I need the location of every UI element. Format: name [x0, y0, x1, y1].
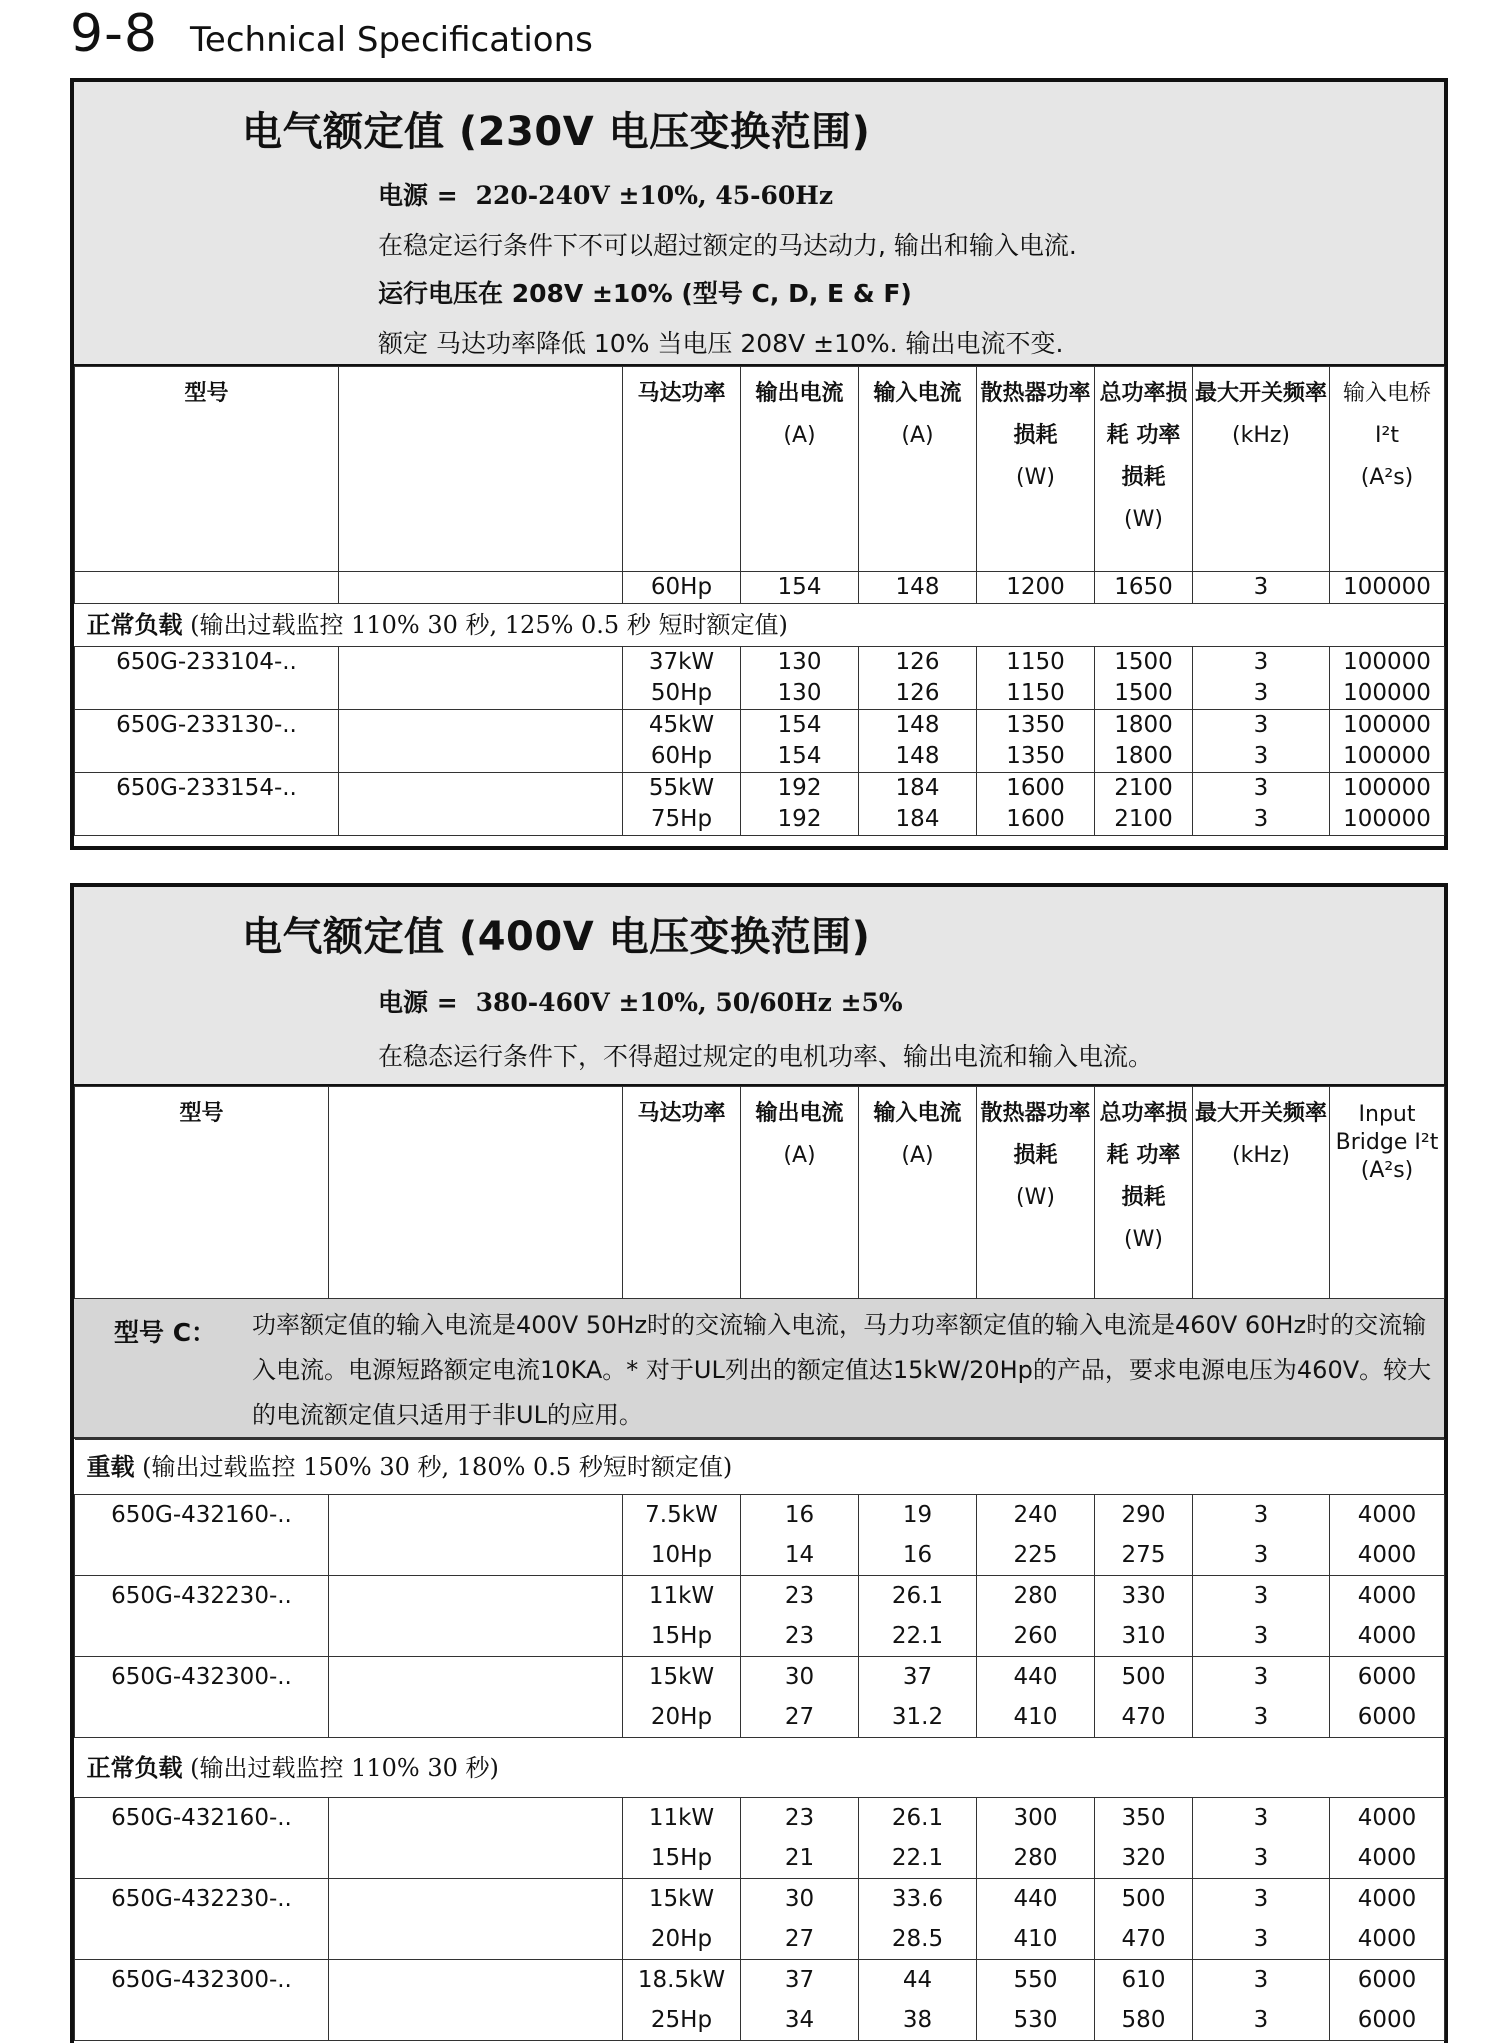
- cell-bridge: [1330, 1495, 1445, 1576]
- cell-value: 100000: [1343, 712, 1431, 738]
- note-text: 功率额定值的输入电流是400V 50Hz时的交流输入电流，马力功率额定值的输入电流是460V 60Hz时的交流输入电流。电源短路额定电流10KA。* 对于UL列出的额定值达15kW/20Hp的产品，要求电源电压为460V。较大的电流额定值只适用于非UL的应用。: [252, 1311, 1432, 1429]
- cell-value: 75Hp: [650, 806, 713, 832]
- cell-value: 470: [1121, 1704, 1166, 1730]
- cell-model: 650G-432160-..: [75, 1798, 329, 1879]
- page-title: Technical Specifications: [189, 20, 593, 60]
- cell-motor-power: [623, 1798, 741, 1879]
- cell-value: 26.1: [891, 1805, 944, 1831]
- cell-bridge: [1330, 710, 1445, 773]
- supply-value: 220-240V ±10%, 45-60Hz: [475, 181, 834, 210]
- cell-value: 126: [895, 649, 940, 675]
- supply-line: [378, 983, 903, 1019]
- cell-bridge: [1330, 773, 1445, 836]
- panel-intro: [74, 82, 1444, 366]
- header-row: [75, 1087, 1445, 1299]
- cell-value: 530: [1013, 2007, 1058, 2033]
- cell-value: 30: [784, 1664, 815, 1690]
- cell-value: 2100: [1114, 775, 1173, 801]
- col-motor-power: 马达功率: [623, 1087, 741, 1299]
- cell-heatsink-loss: [977, 1879, 1095, 1960]
- cell-motor-power: [623, 1879, 741, 1960]
- cell-value: 3: [1253, 1623, 1269, 1649]
- col-input-current: 输入电流 (A): [859, 367, 977, 572]
- col-max-switching: 最大开关频率 (kHz): [1193, 367, 1330, 572]
- cell-value: 130: [777, 649, 822, 675]
- section-text: (输出过载监控 150% 30 秒, 180% 0.5 秒短时额定值): [134, 1453, 733, 1481]
- intro-line-2: 在稳态运行条件下，不得超过规定的电机功率、输出电流和输入电流。: [378, 1042, 1154, 1071]
- cell-value: 184: [895, 806, 940, 832]
- col-blank: [329, 1087, 623, 1299]
- cell-heatsink-loss: [977, 647, 1095, 710]
- col-max-switching: 最大开关频率 (kHz): [1193, 1087, 1330, 1299]
- cell-max-switching: [1193, 1576, 1330, 1657]
- section-label: 正常负载: [86, 1753, 183, 1782]
- cell-bridge: [1330, 1657, 1445, 1738]
- table-row: [75, 1657, 1445, 1738]
- col-heatsink-loss: 散热器功率损耗 (W): [977, 1087, 1095, 1299]
- cell-value: 3: [1253, 1886, 1269, 1912]
- cell-value: 500: [1121, 1664, 1166, 1690]
- cell-value: 15kW: [648, 1886, 715, 1912]
- cell-value: 410: [1013, 1704, 1058, 1730]
- cell-value: 37kW: [648, 649, 715, 675]
- cell-total-loss: [1095, 1798, 1193, 1879]
- cell-total-loss: [1095, 1495, 1193, 1576]
- cell-model: 650G-233154-..: [75, 773, 339, 836]
- cell-value: 320: [1121, 1845, 1166, 1871]
- cell-motor-power: [623, 1495, 741, 1576]
- cell-value: 3: [1253, 1845, 1269, 1871]
- cell-value: 20Hp: [650, 1704, 713, 1730]
- cell-value: 275: [1121, 1542, 1166, 1568]
- cell-value: 23: [784, 1805, 815, 1831]
- cell-value: 192: [777, 806, 822, 832]
- cell-motor-power: [623, 1576, 741, 1657]
- intro-line-4: 额定 马达功率降低 10% 当电压 208V ±10%. 输出电流不变.: [378, 329, 1064, 358]
- cell-max-switching: [1193, 1657, 1330, 1738]
- cell-value: 3: [1253, 1664, 1269, 1690]
- col-output-current: 输出电流 (A): [741, 367, 859, 572]
- cell-value: 1800: [1114, 743, 1173, 769]
- cell-value: 580: [1121, 2007, 1166, 2033]
- cell-motor-power: [623, 773, 741, 836]
- cell-value: 1150: [1006, 680, 1065, 706]
- section-text: (输出过载监控 110% 30 秒, 125% 0.5 秒 短时额定值): [182, 611, 788, 639]
- cell-total-loss: [1095, 1879, 1193, 1960]
- cell-heatsink-loss: [977, 710, 1095, 773]
- page-number: 9-8: [70, 4, 158, 64]
- cell-value: 4000: [1357, 1583, 1417, 1609]
- section-row-heavy: [75, 1440, 1445, 1495]
- carry-blank: [339, 572, 623, 604]
- cell-input-current: 148: [859, 572, 977, 604]
- cell-value: 3: [1253, 806, 1269, 832]
- cell-value: 100000: [1343, 775, 1431, 801]
- cell-value: 18.5kW: [637, 1967, 726, 1993]
- cell-value: 1500: [1114, 680, 1173, 706]
- cell-value: 28.5: [891, 1926, 944, 1952]
- cell-max-switching: [1193, 773, 1330, 836]
- cell-value: 3: [1253, 649, 1269, 675]
- cell-value: 31.2: [891, 1704, 944, 1730]
- cell-motor-power: [623, 1657, 741, 1738]
- cell-value: 22.1: [891, 1623, 944, 1649]
- cell-value: 154: [777, 712, 822, 738]
- rows-230v: [75, 647, 1445, 836]
- cell-model: 650G-432230-..: [75, 1576, 329, 1657]
- col-total-loss: 总功率损耗 功率 损耗 (W): [1095, 1087, 1193, 1299]
- table-row: [75, 1879, 1445, 1960]
- cell-value: 3: [1253, 1704, 1269, 1730]
- cell-bridge: [1330, 1576, 1445, 1657]
- cell-heatsink-loss: [977, 1798, 1095, 1879]
- cell-value: 23: [784, 1583, 815, 1609]
- cell-value: 50Hp: [650, 680, 713, 706]
- cell-value: 100000: [1343, 680, 1431, 706]
- rows-heavy: [75, 1495, 1445, 1738]
- cell-value: 440: [1013, 1664, 1058, 1690]
- cell-input-current: [859, 1879, 977, 1960]
- col-blank: [339, 367, 623, 572]
- table-row: [75, 1798, 1445, 1879]
- cell-value: 16: [784, 1502, 815, 1528]
- cell-value: 22.1: [891, 1845, 944, 1871]
- table-row: [75, 1495, 1445, 1576]
- cell-value: 37: [902, 1664, 933, 1690]
- cell-bridge: [1330, 1879, 1445, 1960]
- col-model: 型号: [75, 367, 339, 572]
- spec-table-400v: [74, 1439, 1445, 2041]
- cell-value: 290: [1121, 1502, 1166, 1528]
- cell-value: 30: [784, 1886, 815, 1912]
- cell-heatsink-loss: [977, 773, 1095, 836]
- cell-value: 6000: [1357, 2007, 1417, 2033]
- cell-value: 1600: [1006, 806, 1065, 832]
- table-row: [75, 647, 1445, 710]
- cell-input-current: [859, 1798, 977, 1879]
- col-model: 型号: [75, 1087, 329, 1299]
- cell-heatsink-loss: 1200: [977, 572, 1095, 604]
- cell-value: 4000: [1357, 1926, 1417, 1952]
- cell-value: 21: [784, 1845, 815, 1871]
- cell-value: 1500: [1114, 649, 1173, 675]
- cell-value: 3: [1253, 1502, 1269, 1528]
- intro-line-3: 运行电压在 208V ±10% (型号 C, D, E & F): [378, 279, 912, 308]
- model-c-note: [74, 1299, 1444, 1439]
- cell-value: 11kW: [648, 1583, 715, 1609]
- cell-model: 650G-432300-..: [75, 1657, 329, 1738]
- spec-table-230v: [74, 366, 1445, 836]
- cell-value: 1600: [1006, 775, 1065, 801]
- cell-value: 300: [1013, 1805, 1058, 1831]
- cell-value: 610: [1121, 1967, 1166, 1993]
- cell-model: 650G-432300-..: [75, 1960, 329, 2041]
- cell-input-current: [859, 773, 977, 836]
- cell-value: 15Hp: [650, 1845, 713, 1871]
- panel-title: 电气额定值 (230V 电压变换范围): [242, 109, 871, 155]
- cell-max-switching: [1193, 647, 1330, 710]
- cell-max-switching: [1193, 1798, 1330, 1879]
- cell-input-current: [859, 1960, 977, 2041]
- cell-value: 470: [1121, 1926, 1166, 1952]
- cell-blank: [329, 1879, 623, 1960]
- cell-value: 19: [902, 1502, 933, 1528]
- cell-bridge: [1330, 1960, 1445, 2041]
- cell-motor-power: [623, 1960, 741, 2041]
- cell-value: 2100: [1114, 806, 1173, 832]
- cell-blank: [329, 1657, 623, 1738]
- cell-value: 3: [1253, 680, 1269, 706]
- cell-value: 37: [784, 1967, 815, 1993]
- cell-value: 100000: [1343, 743, 1431, 769]
- cell-blank: [339, 710, 623, 773]
- section-text: (输出过载监控 110% 30 秒): [182, 1753, 499, 1782]
- cell-value: 1150: [1006, 649, 1065, 675]
- cell-output-current: [741, 647, 859, 710]
- col-total-loss: 总功率损耗 功率 损耗 (W): [1095, 367, 1193, 572]
- table-row: [75, 773, 1445, 836]
- col-motor-power: 马达功率: [623, 367, 741, 572]
- col-bridge: Input Bridge I²t (A²s): [1330, 1087, 1445, 1299]
- cell-output-current: [741, 1576, 859, 1657]
- section-label: 正常负载: [86, 611, 183, 639]
- cell-value: 33.6: [891, 1886, 944, 1912]
- cell-value: 16: [902, 1542, 933, 1568]
- cell-model: 650G-233130-..: [75, 710, 339, 773]
- col-bridge: 输入电桥 I²t (A²s): [1330, 367, 1445, 572]
- cell-bridge: [1330, 647, 1445, 710]
- cell-value: 192: [777, 775, 822, 801]
- cell-value: 6000: [1357, 1967, 1417, 1993]
- cell-value: 6000: [1357, 1704, 1417, 1730]
- cell-value: 280: [1013, 1845, 1058, 1871]
- cell-total-loss: [1095, 773, 1193, 836]
- cell-total-loss: [1095, 710, 1193, 773]
- cell-value: 20Hp: [650, 1926, 713, 1952]
- supply-label: 电源 =: [378, 988, 458, 1017]
- cell-value: 4000: [1357, 1623, 1417, 1649]
- table-row: [75, 572, 1445, 604]
- cell-input-current: [859, 710, 977, 773]
- header-row: [75, 367, 1445, 572]
- cell-value: 550: [1013, 1967, 1058, 1993]
- rows-normal: [75, 1798, 1445, 2041]
- cell-value: 14: [784, 1542, 815, 1568]
- cell-output-current: [741, 1495, 859, 1576]
- cell-value: 3: [1253, 1926, 1269, 1952]
- cell-max-switching: [1193, 710, 1330, 773]
- cell-input-current: [859, 1576, 977, 1657]
- cell-model: 650G-432230-..: [75, 1879, 329, 1960]
- table-row: [75, 1576, 1445, 1657]
- cell-value: 3: [1253, 1967, 1269, 1993]
- cell-value: 60Hp: [650, 743, 713, 769]
- cell-input-current: [859, 647, 977, 710]
- cell-value: 34: [784, 2007, 815, 2033]
- cell-value: 148: [895, 743, 940, 769]
- note-label: 型号 C：: [114, 1318, 217, 1347]
- cell-value: 4000: [1357, 1502, 1417, 1528]
- cell-value: 11kW: [648, 1805, 715, 1831]
- cell-value: 10Hp: [650, 1542, 713, 1568]
- table-row: [75, 710, 1445, 773]
- col-input-current: 输入电流 (A): [859, 1087, 977, 1299]
- cell-value: 6000: [1357, 1664, 1417, 1690]
- section-label: 重载: [86, 1453, 135, 1481]
- col-output-current: 输出电流 (A): [741, 1087, 859, 1299]
- cell-model: 650G-233104-..: [75, 647, 339, 710]
- cell-value: 7.5kW: [645, 1502, 718, 1528]
- cell-output-current: [741, 710, 859, 773]
- cell-heatsink-loss: [977, 1657, 1095, 1738]
- cell-max-switching: 3: [1193, 572, 1330, 604]
- cell-value: 240: [1013, 1502, 1058, 1528]
- cell-value: 350: [1121, 1805, 1166, 1831]
- cell-value: 310: [1121, 1623, 1166, 1649]
- rating-panel-400v: [70, 883, 1448, 2043]
- cell-blank: [339, 773, 623, 836]
- cell-bridge: 100000: [1330, 572, 1445, 604]
- cell-value: 3: [1253, 712, 1269, 738]
- cell-motor-power: 60Hp: [623, 572, 741, 604]
- cell-input-current: [859, 1657, 977, 1738]
- cell-value: 15kW: [648, 1664, 715, 1690]
- cell-bridge: [1330, 1798, 1445, 1879]
- cell-value: 130: [777, 680, 822, 706]
- cell-value: 27: [784, 1926, 815, 1952]
- cell-output-current: [741, 773, 859, 836]
- cell-value: 500: [1121, 1886, 1166, 1912]
- cell-output-current: [741, 1798, 859, 1879]
- cell-total-loss: [1095, 1657, 1193, 1738]
- supply-value: 380-460V ±10%, 50/60Hz ±5%: [475, 988, 903, 1017]
- col-heatsink-loss: 散热器功率损耗 (W): [977, 367, 1095, 572]
- panel-intro: [74, 887, 1444, 1086]
- cell-max-switching: [1193, 1879, 1330, 1960]
- cell-value: 184: [895, 775, 940, 801]
- cell-total-loss: 1650: [1095, 572, 1193, 604]
- cell-model: 650G-432160-..: [75, 1495, 329, 1576]
- panel-title: 电气额定值 (400V 电压变换范围): [242, 914, 871, 960]
- cell-blank: [329, 1960, 623, 2041]
- cell-value: 1350: [1006, 712, 1065, 738]
- cell-value: 1350: [1006, 743, 1065, 769]
- section-row-normal: [75, 604, 1445, 647]
- cell-value: 148: [895, 712, 940, 738]
- cell-value: 4000: [1357, 1542, 1417, 1568]
- cell-heatsink-loss: [977, 1960, 1095, 2041]
- page-header: [70, 4, 593, 64]
- cell-blank: [339, 647, 623, 710]
- cell-value: 3: [1253, 743, 1269, 769]
- cell-output-current: [741, 1657, 859, 1738]
- cell-value: 23: [784, 1623, 815, 1649]
- cell-value: 4000: [1357, 1845, 1417, 1871]
- cell-total-loss: [1095, 1960, 1193, 2041]
- cell-motor-power: [623, 647, 741, 710]
- spec-table-400v-header: [74, 1086, 1445, 1299]
- section-row-normal: [75, 1738, 1445, 1798]
- cell-max-switching: [1193, 1495, 1330, 1576]
- cell-blank: [329, 1495, 623, 1576]
- cell-value: 3: [1253, 1583, 1269, 1609]
- cell-value: 3: [1253, 2007, 1269, 2033]
- cell-value: 44: [902, 1967, 933, 1993]
- cell-value: 26.1: [891, 1583, 944, 1609]
- cell-value: 126: [895, 680, 940, 706]
- cell-value: 225: [1013, 1542, 1058, 1568]
- cell-heatsink-loss: [977, 1495, 1095, 1576]
- cell-blank: [329, 1798, 623, 1879]
- cell-value: 330: [1121, 1583, 1166, 1609]
- cell-total-loss: [1095, 1576, 1193, 1657]
- supply-label: 电源 =: [378, 181, 458, 210]
- supply-line: [378, 176, 833, 212]
- cell-max-switching: [1193, 1960, 1330, 2041]
- cell-value: 4000: [1357, 1886, 1417, 1912]
- cell-motor-power: [623, 710, 741, 773]
- carry-model: [75, 572, 339, 604]
- cell-total-loss: [1095, 647, 1193, 710]
- cell-output-current: [741, 1879, 859, 1960]
- cell-value: 410: [1013, 1926, 1058, 1952]
- cell-value: 3: [1253, 1542, 1269, 1568]
- cell-value: 1800: [1114, 712, 1173, 738]
- cell-value: 15Hp: [650, 1623, 713, 1649]
- cell-value: 100000: [1343, 649, 1431, 675]
- cell-value: 45kW: [648, 712, 715, 738]
- cell-heatsink-loss: [977, 1576, 1095, 1657]
- cell-value: 38: [902, 2007, 933, 2033]
- cell-value: 4000: [1357, 1805, 1417, 1831]
- intro-line-2: 在稳定运行条件下不可以超过额定的马达动力, 输出和输入电流.: [378, 231, 1077, 260]
- cell-output-current: [741, 1960, 859, 2041]
- cell-blank: [329, 1576, 623, 1657]
- cell-value: 55kW: [648, 775, 715, 801]
- cell-value: 27: [784, 1704, 815, 1730]
- cell-value: 440: [1013, 1886, 1058, 1912]
- cell-value: 3: [1253, 1805, 1269, 1831]
- cell-input-current: [859, 1495, 977, 1576]
- cell-value: 280: [1013, 1583, 1058, 1609]
- cell-value: 100000: [1343, 806, 1431, 832]
- cell-value: 25Hp: [650, 2007, 713, 2033]
- rating-panel-230v: [70, 78, 1448, 850]
- cell-value: 260: [1013, 1623, 1058, 1649]
- cell-output-current: 154: [741, 572, 859, 604]
- cell-value: 154: [777, 743, 822, 769]
- table-row: [75, 1960, 1445, 2041]
- cell-value: 3: [1253, 775, 1269, 801]
